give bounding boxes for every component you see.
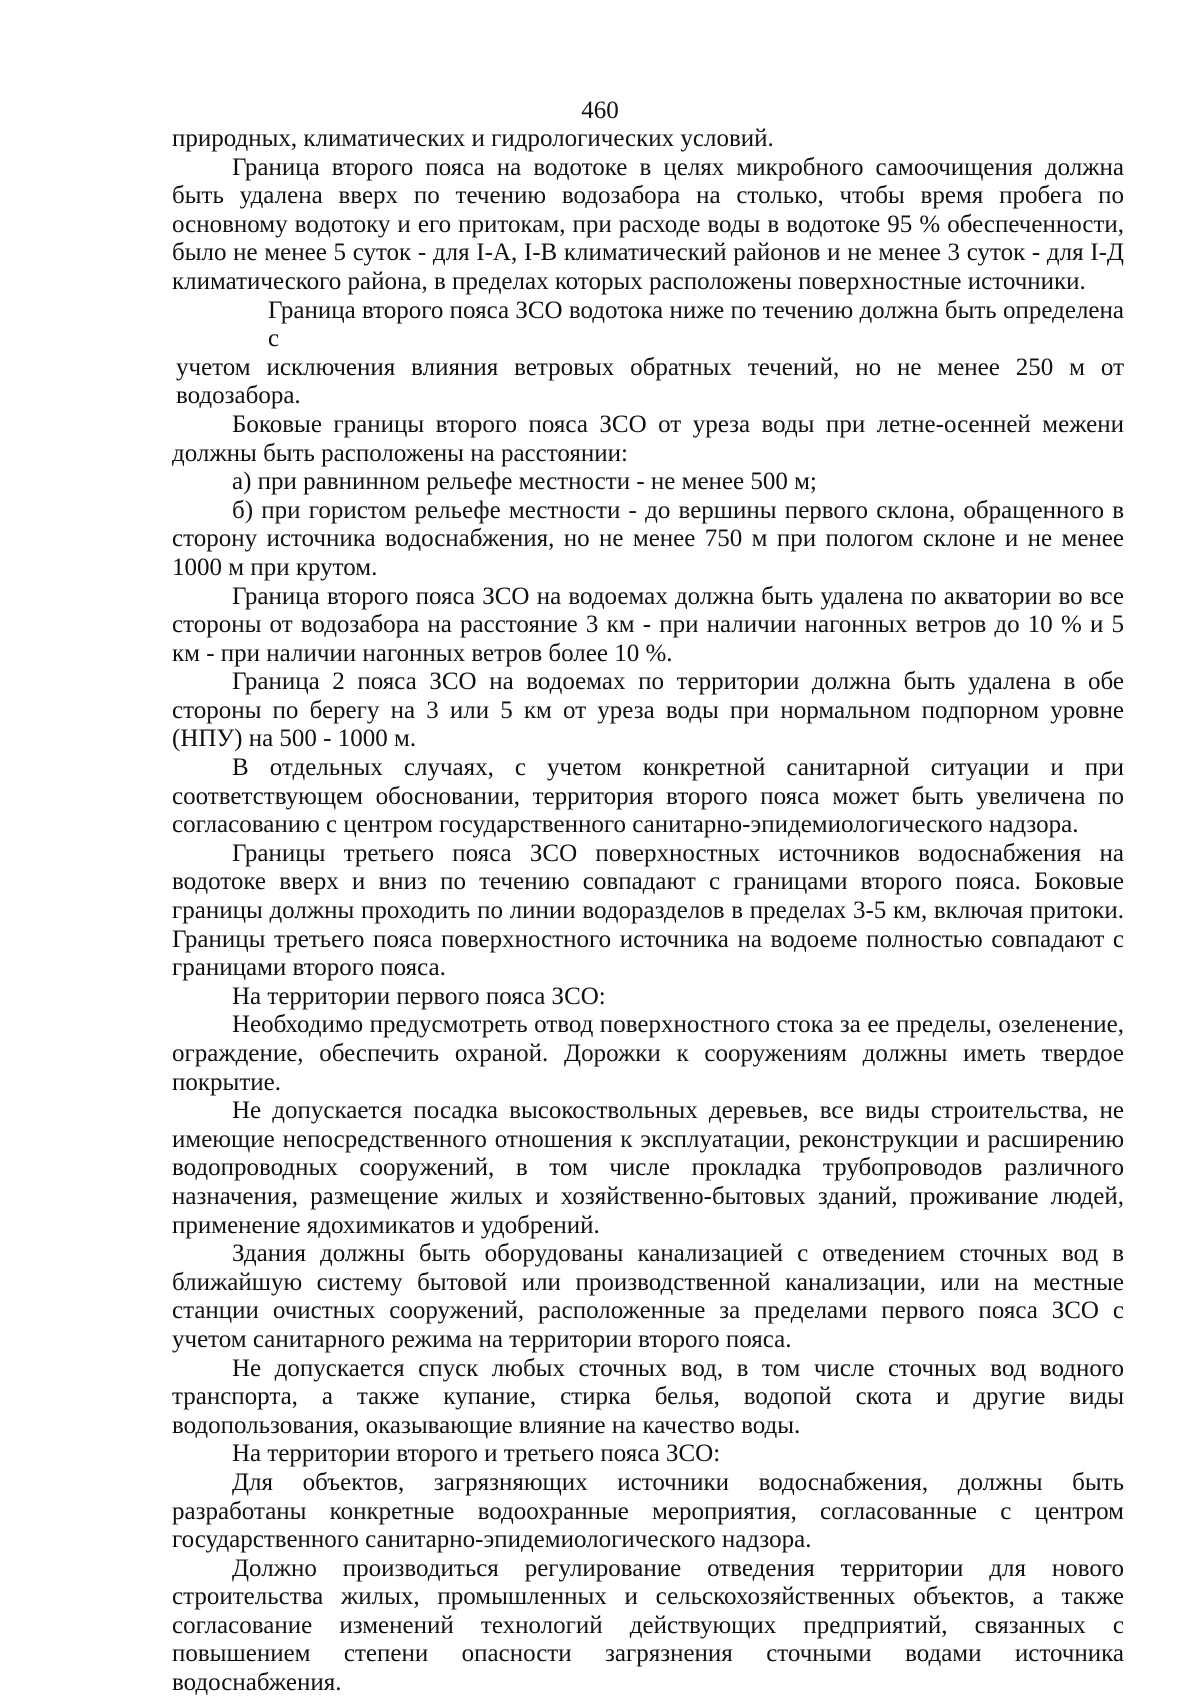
paragraph: Границы третьего пояса ЗСО поверхностных источников водоснабжения на водотоке вверх и вниз по течению совпадают с границами второго пояса. Боковые границы должны проходить по линии водоразделов в пределах 3-5 км, включая притоки. Границы третьего пояса поверхностного источника на водоеме полностью совпадают с границами второго пояса. <box>172 839 1124 982</box>
paragraph: Необходимо предусмотреть отвод поверхностного стока за ее пределы, озеленение, ограждение, обеспечить охраной. Дорожки к сооружениям должны иметь твердое покрытие. <box>172 1011 1124 1096</box>
list-item: а) при равнинном рельефе местности - не менее 500 м; <box>232 468 817 496</box>
paragraph: Граница 2 пояса ЗСО на водоемах по территории должна быть удалена в обе стороны по берегу на 3 или 5 км от уреза воды при нормальном подпорном уровне (НПУ) на 500 - 1000 м. <box>172 668 1124 753</box>
section-heading: На территории второго и третьего пояса ЗСО: <box>232 1440 721 1468</box>
paragraph: Для объектов, загрязняющих источники водоснабжения, должны быть разработаны конкретные водоохранные мероприятия, согласованные с центром государственного санитарно-эпидемиологического надзора. <box>172 1468 1124 1554</box>
paragraph: Боковые границы второго пояса ЗСО от уреза воды при летне-осенней межени должны быть расположены на расстоянии: <box>172 410 1124 467</box>
document-body <box>172 125 1124 1698</box>
paragraph: Должно производиться регулирование отведения территории для нового строительства жилых, промышленных и сельскохозяйственных объектов, а также согласование изменений технологий действующих предприятий, связанных с повышением степени опасности загрязнения сточными водами источника водоснабжения. <box>172 1554 1124 1697</box>
paragraph: Граница второго пояса на водотоке в целях микробного самоочищения должна быть удалена вверх по течению водозабора на столько, чтобы время пробега по основному водотоку и его притокам, при расходе воды в водотоке 95 % обеспеченности, было не менее 5 суток - для I-А, I-В климатический районов и не менее 3 суток - для I-Д климатического района, в пределах которых расположены поверхностные источники. <box>172 153 1124 295</box>
paragraph: Здания должны быть оборудованы канализацией с отведением сточных вод в ближайшую систему бытовой или производственной канализации, или на местные станции очистных сооружений, расположенные за пределами первого пояса ЗСО с учетом санитарного режима на территории второго пояса. <box>172 1240 1124 1353</box>
paragraph: Граница второго пояса ЗСО водотока ниже по течению должна быть определена с <box>268 296 1124 353</box>
list-item: б) при гористом рельефе местности - до вершины первого склона, обращенного в сторону источника водоснабжения, но не менее 750 м при пологом склоне и не менее 1000 м при крутом. <box>172 496 1124 581</box>
paragraph: Не допускается спуск любых сточных вод, в том числе сточных вод водного транспорта, а также купание, стирка белья, водопой скота и другие виды водопользования, оказывающие влияние на качество воды. <box>172 1354 1124 1439</box>
paragraph: учетом исключения влияния ветровых обратных течений, но не менее 250 м от водозабора. <box>176 353 1124 410</box>
paragraph: В отдельных случаях, с учетом конкретной санитарной ситуации и при соответствующем обосновании, территория второго пояса может быть увеличена по согласованию с центром государственного санитарно-эпидемиологического надзора. <box>172 754 1124 839</box>
paragraph: природных, климатических и гидрологических условий. <box>172 125 774 152</box>
paragraph: Не допускается посадка высокоствольных деревьев, все виды строительства, не имеющие непосредственного отношения к эксплуатации, реконструкции и расширению водопроводных сооружений, в том числе прокладка трубопроводов различного назначения, размещение жилых и хозяйственно-бытовых зданий, проживание людей, применение ядохимикатов и удобрений. <box>172 1097 1124 1239</box>
paragraph: Граница второго пояса ЗСО на водоемах должна быть удалена по акватории во все стороны от водозабора на расстояние 3 км - при наличии нагонных ветров до 10 % и 5 км - при наличии нагонных ветров более 10 %. <box>172 582 1124 667</box>
page-number: 460 <box>581 97 619 124</box>
section-heading: На территории первого пояса ЗСО: <box>232 982 606 1010</box>
